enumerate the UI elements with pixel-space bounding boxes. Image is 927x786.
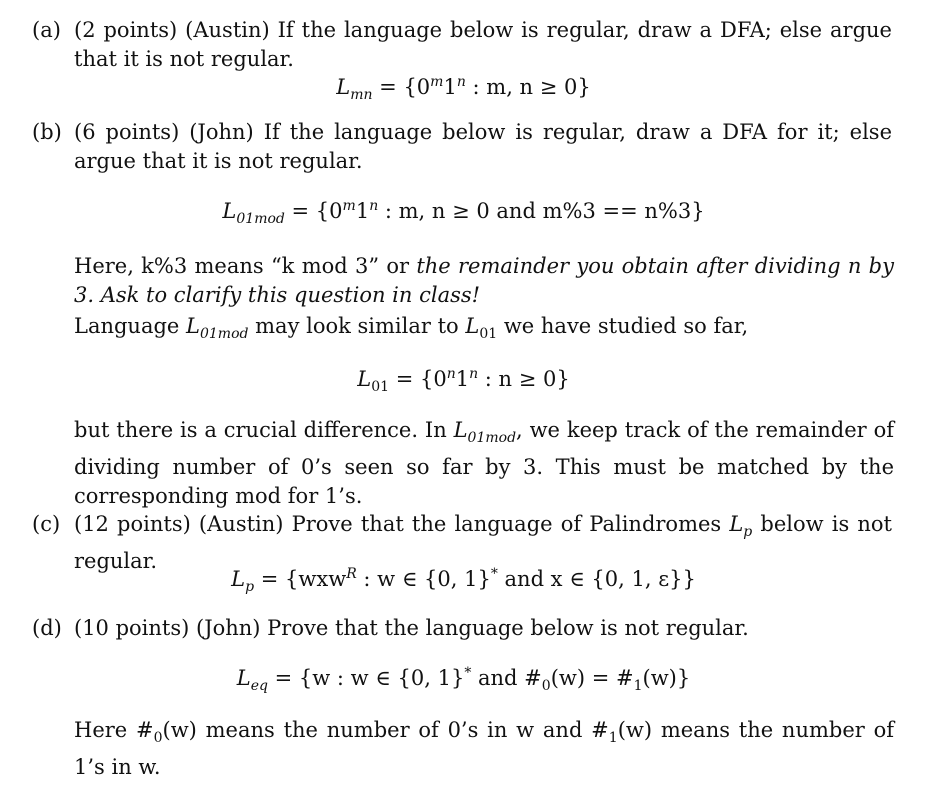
- equation-leq: $L_{eq} = \{w$ : w ∈ {0, 1}* and $\#_0(w)$ = $\#_1(w)$}: [236, 665, 691, 695]
- problem-d: [32, 614, 892, 643]
- problem-b: [32, 118, 892, 176]
- equation-lmn: $L_{mn} = \{0^m1^n$ : m, n ≥ 0}: [336, 74, 591, 104]
- problem-d-label: (d): [32, 616, 62, 640]
- equation-lp: $L_p = \{wxw^R$ : w ∈ {0, 1}* and x ∈ {0, 1, ε}}: [231, 566, 696, 596]
- problem-a-text: (2 points) (Austin) If the language below is regular, draw a DFA; else argue that it is not regular.: [74, 18, 892, 71]
- similar-language-note: Language $L_{01mod}$ may look similar to $L_{01}$ we have studied so far,: [74, 314, 749, 343]
- problem-b-text: (6 points) (John) If the language below is regular, draw a DFA for it; else argue that it is not regular.: [74, 120, 892, 173]
- problem-c-label: (c): [32, 512, 61, 536]
- problem-b-label: (b): [32, 120, 62, 144]
- difference-note: but there is a crucial difference. In $L_{01mod}$, we keep track of the remainder of dividing number of 0’s seen so far by 3. This must be matched by the corresponding mod for 1’s.: [74, 418, 894, 509]
- equation-l01: $L_{01} = \{0^n1^n$ : n ≥ 0}: [357, 366, 570, 396]
- equation-l01mod: $L_{01mod} = \{0^m1^n$ : m, n ≥ 0 and m%3 == n%3}: [222, 198, 705, 228]
- mod-explanation: Here, k%3 means “k mod 3” or the remainder you obtain after dividing n by 3. Ask to clarify this question in class!: [74, 254, 894, 307]
- count-explanation: Here $\#_0(w)$ means the number of 0’s in w and $\#_1(w)$ means the number of 1’s in w.: [74, 718, 894, 780]
- problem-a: [32, 16, 892, 74]
- problem-d-text: (10 points) (John) Prove that the language below is not regular.: [74, 616, 749, 640]
- problem-c-text: (12 points) (Austin) Prove that the language of Palindromes $L_p$ below is not regular.: [74, 512, 892, 574]
- problem-a-label: (a): [32, 18, 61, 42]
